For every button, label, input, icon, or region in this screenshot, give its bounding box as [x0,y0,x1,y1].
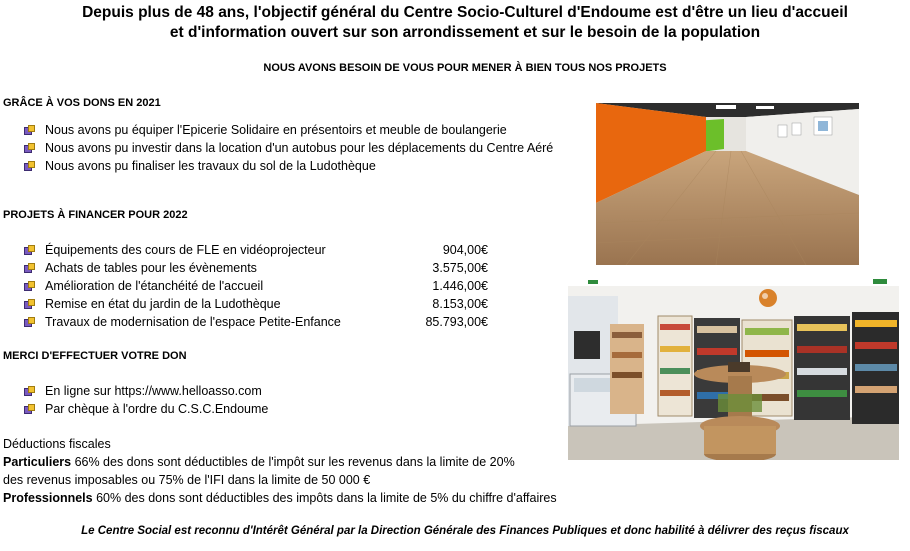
list-item [22,295,488,313]
room-photo [596,103,859,265]
project-amount: 8.153,00€ [432,297,488,311]
bullet-icon [24,263,34,273]
bullet-icon [24,386,34,396]
bullet-icon [24,404,34,414]
title-line-1: Depuis plus de 48 ans, l'objectif général du Centre Socio-Culturel d'Endoume est d'être un lieu d'accueil [82,4,848,21]
bullet-icon [24,245,34,255]
list-item: Nous avons pu finaliser les travaux du sol de la Ludothèque [22,157,553,175]
footer-note: Le Centre Social est reconnu d'Intérêt Général par la Direction Générale des Finances Publiques et donc habilité à délivrer des reçus fiscaux [81,525,849,537]
bullet-icon [24,125,34,135]
list-item [22,382,268,400]
list-item [22,277,488,295]
donate-list [22,382,268,418]
bullet-icon [24,317,34,327]
project-amount: 3.575,00€ [432,261,488,275]
grocery-illustration [568,276,899,460]
tax-title: Déductions fiscales [3,437,111,451]
list-item: Nous avons pu équiper l'Epicerie Solidaire en présentoirs et meuble de boulangerie [22,121,553,139]
room-illustration [596,103,859,265]
project-label: Travaux de modernisation de l'espace Petite-Enfance [45,315,341,329]
page-title [20,3,910,43]
tax-individuals: Particuliers 66% des dons sont déductibles de l'impôt sur les revenus dans la limite de 20% [3,455,515,469]
list-item [22,313,488,331]
title-line-2: et d'information ouvert sur son arrondissement et sur le besoin de la population [169,24,761,41]
project-label: Achats de tables pour les évènements [45,261,257,275]
tax-professionals: Professionnels 60% des dons sont déductibles des impôts dans la limite de 5% du chiffre d'affaires [3,491,557,505]
list-item [22,241,488,259]
project-label: Amélioration de l'étanchéité de l'accueil [45,279,264,293]
donations-2021-heading: GRÂCE À VOS DONS EN 2021 [3,97,161,109]
list-item: Par chèque à l'ordre du C.S.C.Endoume [22,400,268,418]
bullet-icon [24,299,34,309]
project-label: Équipements des cours de FLE en vidéoprojecteur [45,243,326,257]
list-item [22,259,488,277]
page-subtitle: NOUS AVONS BESOIN DE VOUS POUR MENER À BIEN TOUS NOS PROJETS [263,62,667,74]
project-amount: 1.446,00€ [432,279,488,293]
grocery-photo [568,276,899,460]
bullet-icon [24,143,34,153]
donations-2021-list [22,121,553,175]
donate-heading: MERCI D'EFFECTUER VOTRE DON [3,350,187,362]
project-amount: 904,00€ [442,243,488,257]
bullet-icon [24,161,34,171]
project-amount: 85.793,00€ [425,315,488,329]
project-label: Remise en état du jardin de la Ludothèque [45,297,281,311]
tax-individuals-cont: des revenus imposables ou 75% de l'IFI dans la limite de 50 000 € [3,473,371,487]
projects-2022-list [22,241,488,331]
bullet-icon [24,281,34,291]
donate-online-link[interactable]: En ligne sur https://www.helloasso.com [45,384,262,398]
list-item: Nous avons pu investir dans la location d'un autobus pour les déplacements du Centre Aéré [22,139,553,157]
projects-2022-heading: PROJETS À FINANCER POUR 2022 [3,209,188,221]
